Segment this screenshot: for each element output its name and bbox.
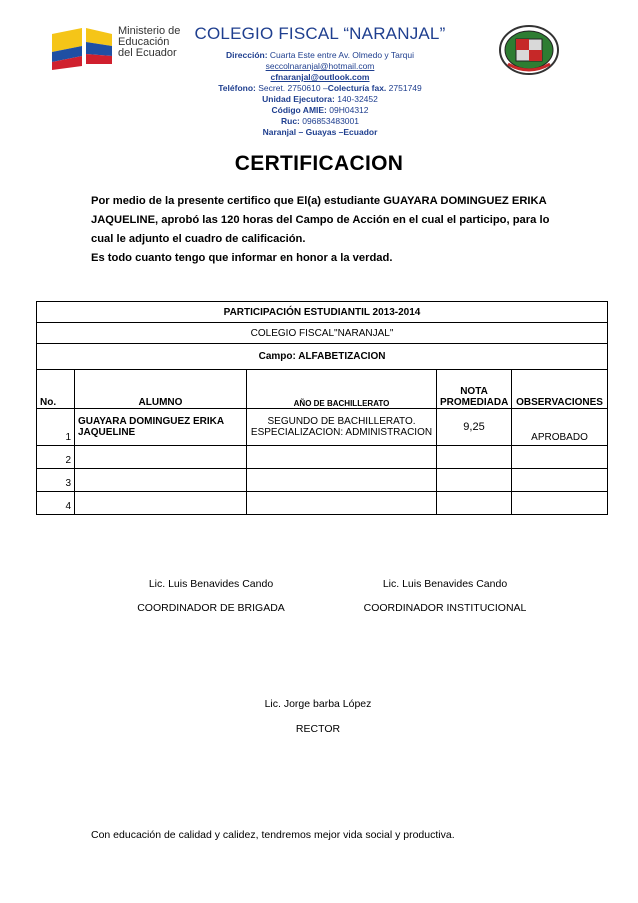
institutional-coordinator-name: Lic. Luis Benavides Cando (382, 578, 508, 590)
student-year (247, 409, 437, 446)
empty-cell (247, 469, 437, 492)
school-crest (498, 24, 560, 76)
institutional-coordinator-role: COORDINADOR INSTITUCIONAL (363, 602, 527, 614)
ruc-line (170, 116, 470, 127)
row-number: 4 (37, 492, 75, 515)
address-label: Dirección: (225, 50, 268, 60)
empty-cell (75, 492, 247, 515)
location-line: Naranjal – Guayas –Ecuador (262, 127, 378, 137)
table-row (37, 409, 608, 446)
empty-cell (512, 469, 608, 492)
table-school-row (37, 323, 608, 344)
header-no: No. (37, 370, 75, 409)
table-row (37, 446, 608, 469)
ministry-line-2: Educación (118, 36, 170, 48)
fax-value: 2751749 (388, 83, 422, 93)
unidad-label: Unidad Ejecutora: (262, 94, 335, 104)
ministry-line-1: Ministerio de (118, 25, 181, 37)
rector-role: RECTOR (295, 723, 341, 735)
row-number: 3 (37, 469, 75, 492)
row-number: 1 (37, 409, 75, 446)
table-title: PARTICIPACIÓN ESTUDIANTIL 2013-2014 (37, 302, 608, 323)
ecuador-flag-icon (52, 26, 114, 70)
empty-cell (437, 492, 512, 515)
closing-statement: Es todo cuanto tengo que informar en honor a la verdad. (91, 252, 393, 264)
address-line (170, 50, 470, 61)
empty-cell (512, 446, 608, 469)
table-header-row (37, 370, 608, 409)
empty-cell (437, 469, 512, 492)
grades-table (36, 301, 608, 515)
table-row (37, 469, 608, 492)
amie-line (170, 105, 470, 116)
brigade-coordinator-name: Lic. Luis Benavides Cando (148, 578, 274, 590)
row-number: 2 (37, 446, 75, 469)
empty-cell (75, 446, 247, 469)
rector-name: Lic. Jorge barba López (264, 698, 372, 710)
phone-line (170, 83, 470, 94)
ministry-line-3: del Ecuador (118, 47, 177, 59)
footer-motto: Con educación de calidad y calidez, tendremos mejor vida social y productiva. (91, 829, 455, 841)
document-title: CERTIFICACION (234, 152, 404, 175)
header-observaciones: OBSERVACIONES (512, 370, 608, 409)
fax-label: Colecturía fax. (327, 83, 387, 93)
unidad-value: 140-32452 (337, 94, 378, 104)
table-campo: Campo: ALFABETIZACION (37, 344, 608, 370)
student-year-line-2: ESPECIALIZACION: ADMINISTRACION (250, 427, 433, 438)
amie-value: 09H04312 (329, 105, 369, 115)
student-name: GUAYARA DOMINGUEZ ERIKA JAQUELINE (75, 409, 247, 446)
table-school: COLEGIO FISCAL"NARANJAL" (37, 323, 608, 344)
header-nota: NOTA PROMEDIADA (437, 370, 512, 409)
header-anio: AÑO DE BACHILLERATO (247, 370, 437, 409)
student-year-line-1: SEGUNDO DE BACHILLERATO. (267, 416, 416, 427)
header-alumno: ALUMNO (75, 370, 247, 409)
empty-cell (512, 492, 608, 515)
phone-label: Teléfono: (218, 83, 256, 93)
table-campo-row (37, 344, 608, 370)
student-grade: 9,25 (437, 409, 512, 446)
crest-icon (498, 24, 560, 76)
ruc-label: Ruc: (281, 116, 300, 126)
email-secondary[interactable]: cfnaranjal@outlook.com (270, 72, 370, 82)
brigade-coordinator-role: COORDINADOR DE BRIGADA (137, 602, 285, 614)
empty-cell (75, 469, 247, 492)
student-observation: APROBADO (512, 409, 608, 446)
unidad-line (170, 94, 470, 105)
amie-label: Código AMIE: (271, 105, 327, 115)
table-title-row (37, 302, 608, 323)
empty-cell (247, 492, 437, 515)
certification-paragraph: Por medio de la presente certifico que El(a) estudiante GUAYARA DOMINGUEZ ERIKA JAQUELINE, aprobó las 120 horas del Campo de Acción en el cual el participo, para lo cual le adjunto el cuadro de calificación. (91, 195, 550, 245)
address-value: Cuarta Este entre Av. Olmedo y Tarqui (269, 50, 415, 60)
phone-value: Secret. 2750610 – (258, 83, 328, 93)
email-primary[interactable]: seccolnaranjal@hotmail.com (265, 61, 375, 71)
ruc-value: 096853483001 (302, 116, 359, 126)
table-row (37, 492, 608, 515)
school-name-heading: COLEGIO FISCAL “NARANJAL” (194, 24, 446, 43)
empty-cell (247, 446, 437, 469)
empty-cell (437, 446, 512, 469)
